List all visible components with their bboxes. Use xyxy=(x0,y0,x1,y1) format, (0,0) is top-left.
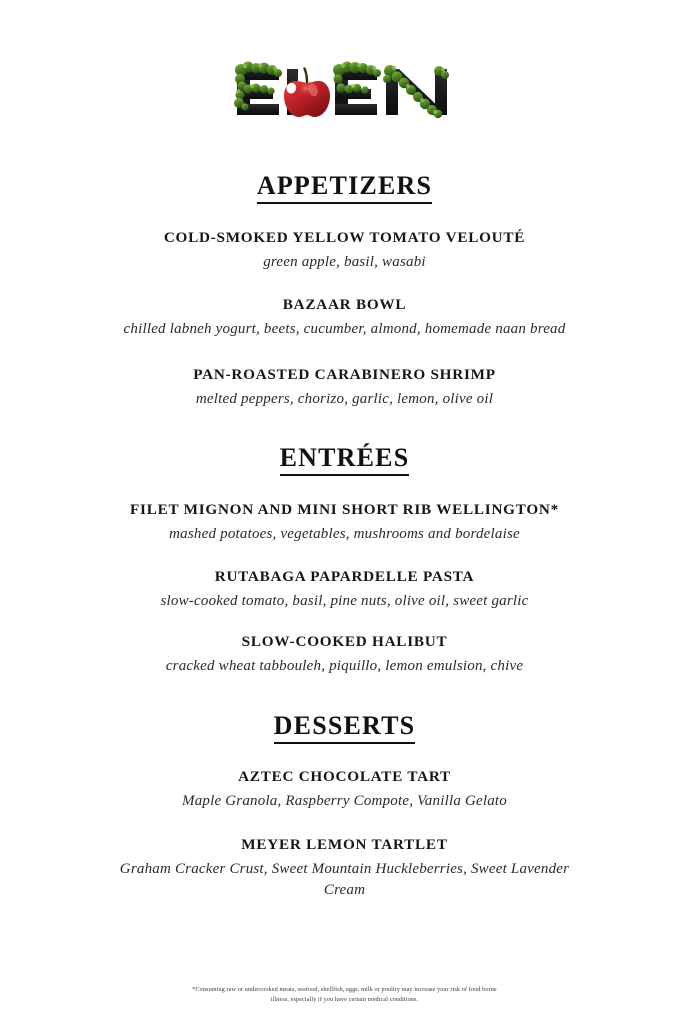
section-entrees xyxy=(0,444,689,476)
section-heading-desserts: DESSERTS xyxy=(274,712,416,744)
logo-letter-n xyxy=(383,65,449,118)
dish-name: RUTABAGA PAPARDELLE PASTA xyxy=(214,568,475,585)
dish-description: chilled labneh yogurt, beets, cucumber, almond, homemade naan bread xyxy=(123,320,566,337)
dish-name: COLD-SMOKED YELLOW TOMATO VELOUTÉ xyxy=(163,229,526,246)
dish-name: AZTEC CHOCOLATE TART xyxy=(238,768,451,785)
dish-rutabaga-papardelle-pasta xyxy=(0,567,689,612)
dish-slow-cooked-halibut xyxy=(0,632,689,677)
dish-name: PAN-ROASTED CARABINERO SHRIMP xyxy=(193,366,496,383)
logo-letter-e2 xyxy=(333,62,381,116)
dish-description: mashed potatoes, vegetables, mushrooms and bordelaise xyxy=(169,525,520,542)
dish-name: SLOW-COOKED HALIBUT xyxy=(241,633,448,650)
dish-description: Graham Cracker Crust, Sweet Mountain Huckleberries, Sweet Lavender Cream xyxy=(119,860,570,899)
section-desserts xyxy=(0,712,689,744)
dish-meyer-lemon-tartlet xyxy=(0,835,689,902)
logo-letter-d-apple xyxy=(284,69,330,118)
dish-filet-mignon-and-mini-short-rib-wellington xyxy=(0,500,689,545)
dish-description: green apple, basil, wasabi xyxy=(263,253,426,270)
dish-description: melted peppers, chorizo, garlic, lemon, olive oil xyxy=(195,390,494,407)
footer-disclaimer: *Consuming raw or undercooked meats, seafood, shellfish, eggs, milk or poultry may increase your risk of food borne illness, especially if you have certain medical conditions. xyxy=(192,986,497,1004)
dish-aztec-chocolate-tart xyxy=(0,767,689,812)
eden-logo-icon xyxy=(229,55,461,121)
dish-bazaar-bowl xyxy=(0,295,689,340)
dish-description: cracked wheat tabbouleh, piquillo, lemon emulsion, chive xyxy=(165,657,524,674)
dish-name: FILET MIGNON AND MINI SHORT RIB WELLINGTON* xyxy=(130,501,559,518)
eden-logo xyxy=(0,52,689,124)
section-heading-appetizers: APPETIZERS xyxy=(257,172,432,204)
logo-letter-e xyxy=(234,62,282,116)
dish-pan-roasted-carabinero-shrimp xyxy=(0,365,689,410)
dish-name: BAZAAR BOWL xyxy=(282,296,407,313)
dish-name: MEYER LEMON TARTLET xyxy=(241,836,448,853)
section-heading-entrees: ENTRÉES xyxy=(280,444,410,476)
dish-description: slow-cooked tomato, basil, pine nuts, olive oil, sweet garlic xyxy=(160,592,529,609)
dish-cold-smoked-yellow-tomato-veloute xyxy=(0,228,689,273)
dish-description: Maple Granola, Raspberry Compote, Vanilla Gelato xyxy=(182,792,507,809)
section-appetizers xyxy=(0,172,689,204)
